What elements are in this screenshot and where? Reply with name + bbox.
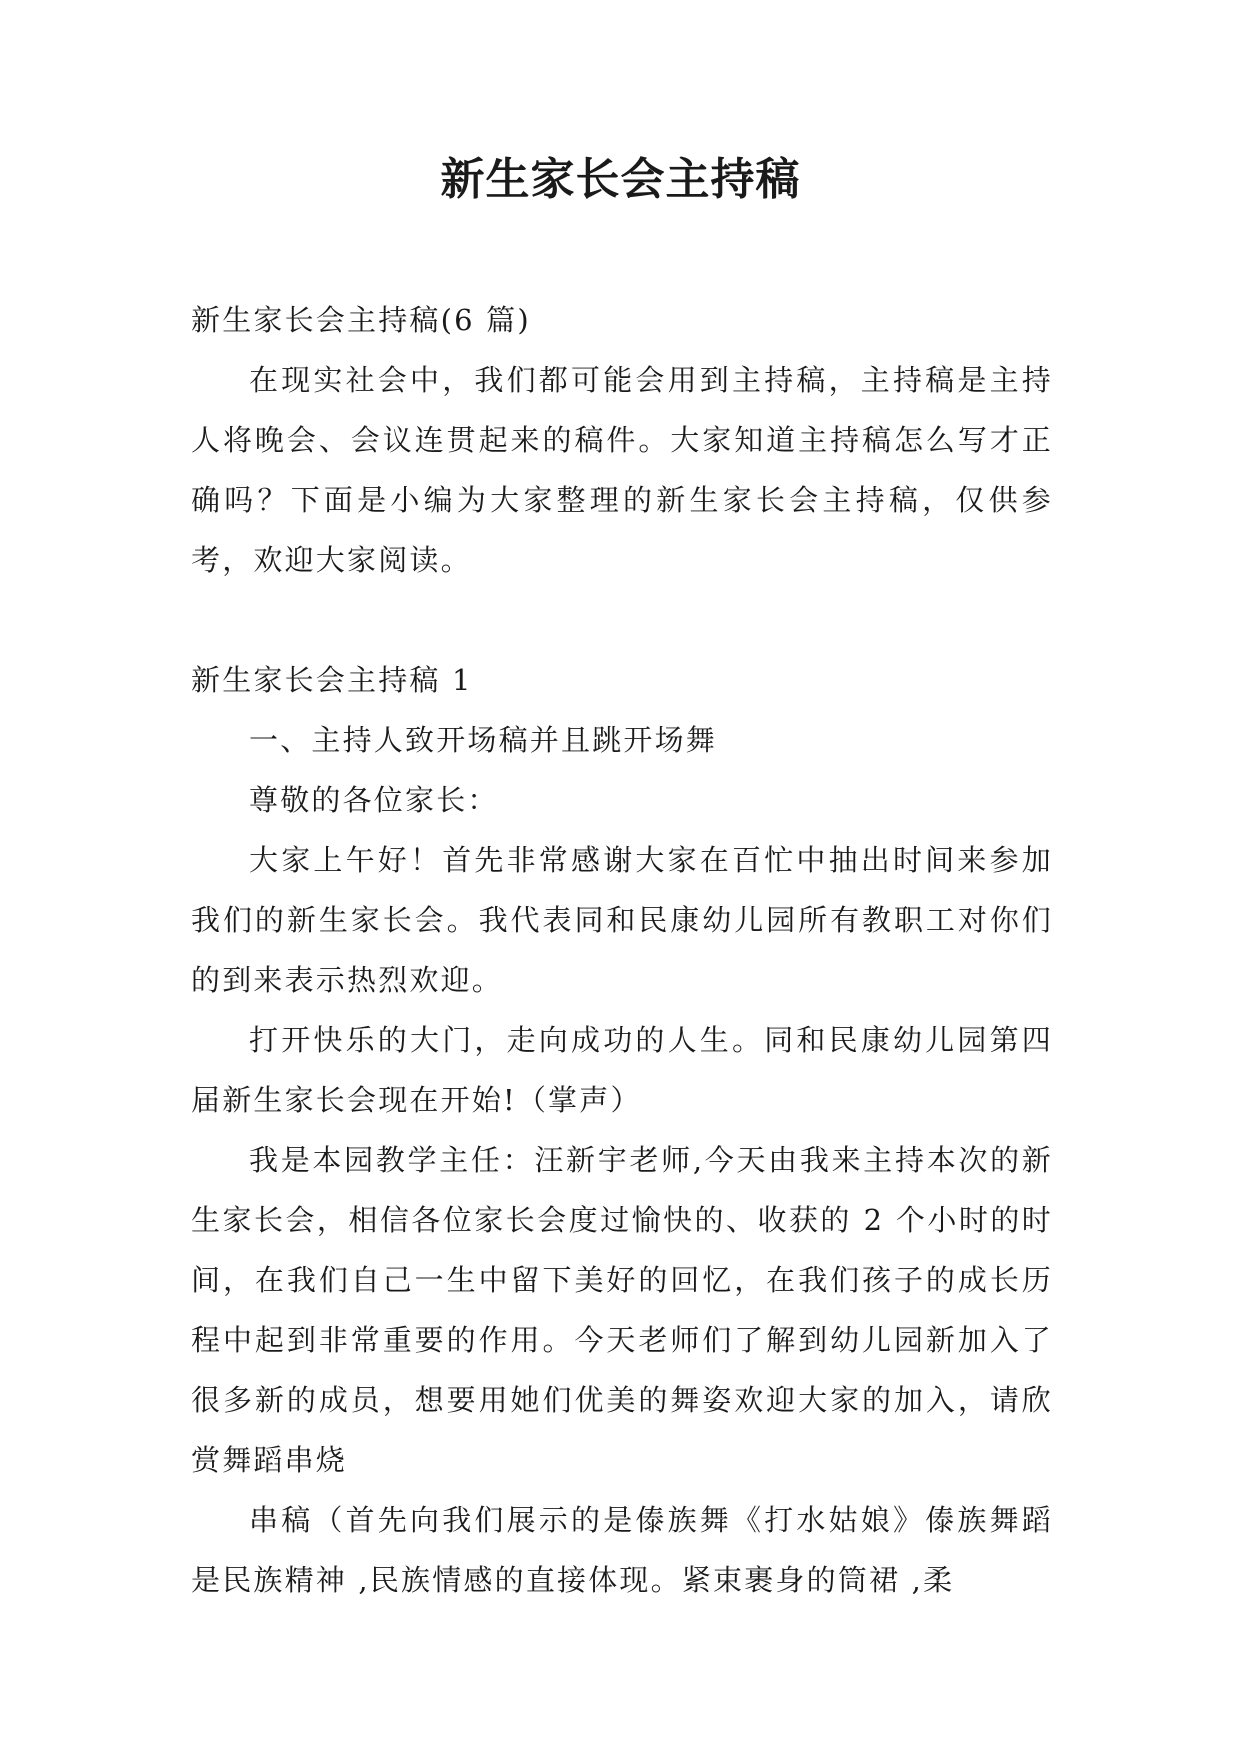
body-paragraph: 大家上午好！首先非常感谢大家在百忙中抽出时间来参加我们的新生家长会。我代表同和民康幼儿园所有教职工对你们的到来表示热烈欢迎。 <box>191 843 1053 997</box>
body-paragraph: 我是本园教学主任：汪新宇老师,今天由我来主持本次的新生家长会，相信各位家长会度过愉快的、收获的 2 个小时的时间，在我们自己一生中留下美好的回忆，在我们孩子的成长历程中起到非常重要的作用。今天老师们了解到幼儿园新加入了很多新的成员，想要用她们优美的舞姿欢迎大家的加入，请欣赏舞蹈串烧 <box>191 1143 1053 1477</box>
document-subtitle: 新生家长会主持稿(6 篇) <box>191 303 531 337</box>
salutation: 尊敬的各位家长： <box>249 783 499 817</box>
intro-paragraph: 在现实社会中，我们都可能会用到主持稿，主持稿是主持人将晚会、会议连贯起来的稿件。大家知道主持稿怎么写才正确吗？下面是小编为大家整理的新生家长会主持稿，仅供参考，欢迎大家阅读。 <box>191 363 1053 577</box>
body-paragraph: 串稿（首先向我们展示的是傣族舞《打水姑娘》傣族舞蹈是民族精神 ,民族情感的直接体现。紧束裹身的筒裙 ,柔 <box>191 1503 1053 1597</box>
section-item-heading: 一、主持人致开场稿并且跳开场舞 <box>249 723 718 757</box>
body-paragraph: 打开快乐的大门，走向成功的人生。同和民康幼儿园第四届新生家长会现在开始!（掌声） <box>191 1023 1053 1117</box>
section-heading: 新生家长会主持稿 1 <box>191 663 473 697</box>
document-body <box>191 290 1053 1610</box>
document-title: 新生家长会主持稿 <box>440 154 801 205</box>
